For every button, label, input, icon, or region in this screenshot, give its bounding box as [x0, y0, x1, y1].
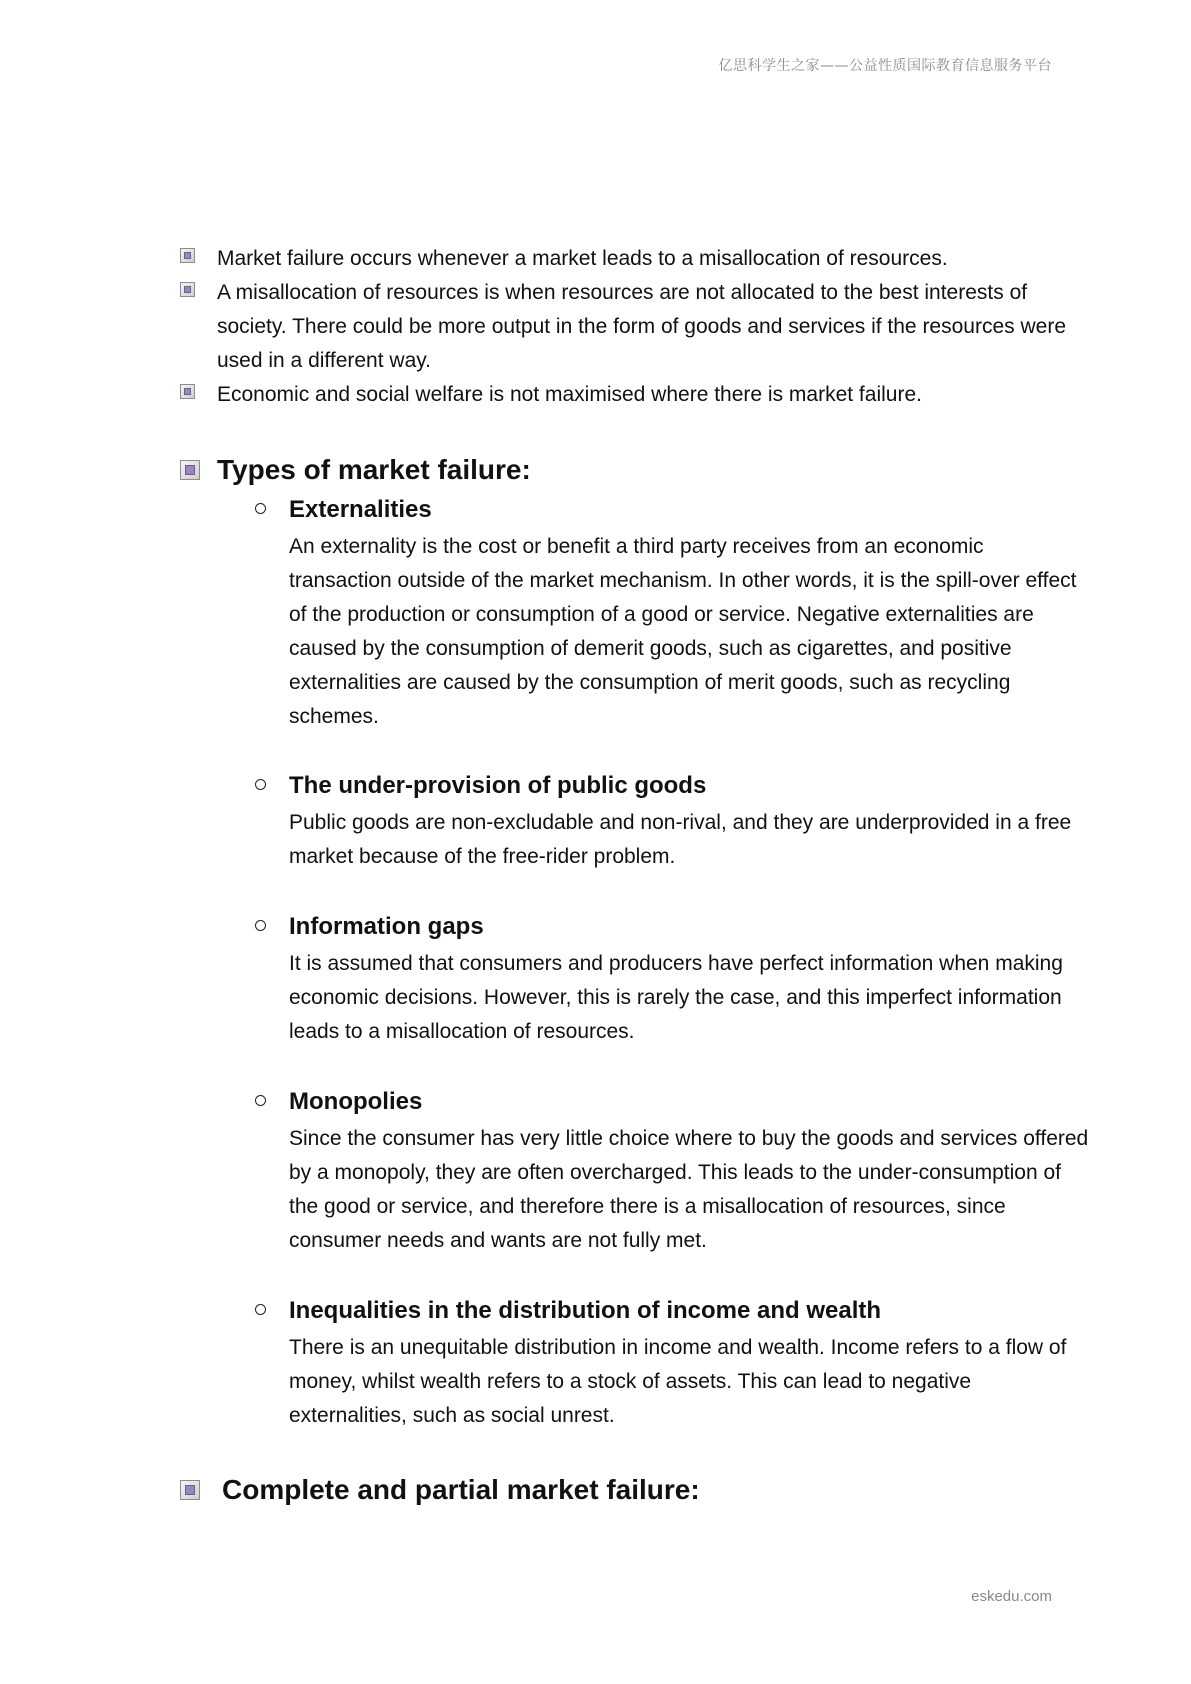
subsection-title: Information gaps — [289, 913, 484, 940]
subsection-body: It is assumed that consumers and producers have perfect information when making economic decisions. However, this is rarely the case, and this imperfect information leads to a misallocation of resources. — [289, 952, 1063, 1043]
bullet-text: A misallocation of resources is when resources are not allocated to the best interests of society. There could be more output in the form of goods and services if the resources were used in a different way. — [217, 281, 1066, 372]
subsection-title: The under-provision of public goods — [289, 772, 707, 799]
circle-bullet-icon — [255, 503, 266, 514]
square-bullet-icon — [180, 460, 200, 480]
page-header: 亿思科学生之家——公益性质国际教育信息服务平台 — [718, 58, 1052, 74]
subsection-body: Public goods are non-excludable and non-rival, and they are underprovided in a free market because of the free-rider problem. — [289, 811, 1072, 868]
square-bullet-icon — [180, 248, 195, 263]
subsection-title: Externalities — [289, 496, 432, 523]
subsection-title: Inequalities in the distribution of income and wealth — [289, 1297, 882, 1324]
subsection-body: There is an unequitable distribution in income and wealth. Income refers to a flow of money, whilst wealth refers to a stock of assets. This can lead to negative externalities, such as social unrest. — [289, 1336, 1067, 1427]
heading-text: Types of market failure: — [217, 454, 531, 485]
subsection-title: Monopolies — [289, 1088, 423, 1115]
circle-bullet-icon — [255, 1304, 266, 1315]
page-footer: eskedu.com — [971, 1588, 1052, 1605]
bullet-text: Economic and social welfare is not maximised where there is market failure. — [217, 383, 922, 406]
square-bullet-icon — [180, 1480, 200, 1500]
circle-bullet-icon — [255, 1095, 266, 1106]
subsection-body: Since the consumer has very little choice where to buy the goods and services offered by a monopoly, they are often overcharged. This leads to the under-consumption of the good or service, and therefore there is a misallocation of resources, since consumer needs and wants are not fully met. — [289, 1127, 1089, 1252]
circle-bullet-icon — [255, 779, 266, 790]
heading-text: Complete and partial market failure: — [222, 1474, 700, 1505]
circle-bullet-icon — [255, 920, 266, 931]
square-bullet-icon — [180, 282, 195, 297]
square-bullet-icon — [180, 384, 195, 399]
bullet-text: Market failure occurs whenever a market leads to a misallocation of resources. — [217, 247, 948, 270]
subsection-body: An externality is the cost or benefit a third party receives from an economic transaction outside of the market mechanism. In other words, it is the spill-over effect of the production or consumption of a good or service. Negative externalities are caused by the consumption of demerit goods, such as cigarettes, and positive externalities are caused by the consumption of merit goods, such as recycling schemes. — [289, 535, 1077, 728]
